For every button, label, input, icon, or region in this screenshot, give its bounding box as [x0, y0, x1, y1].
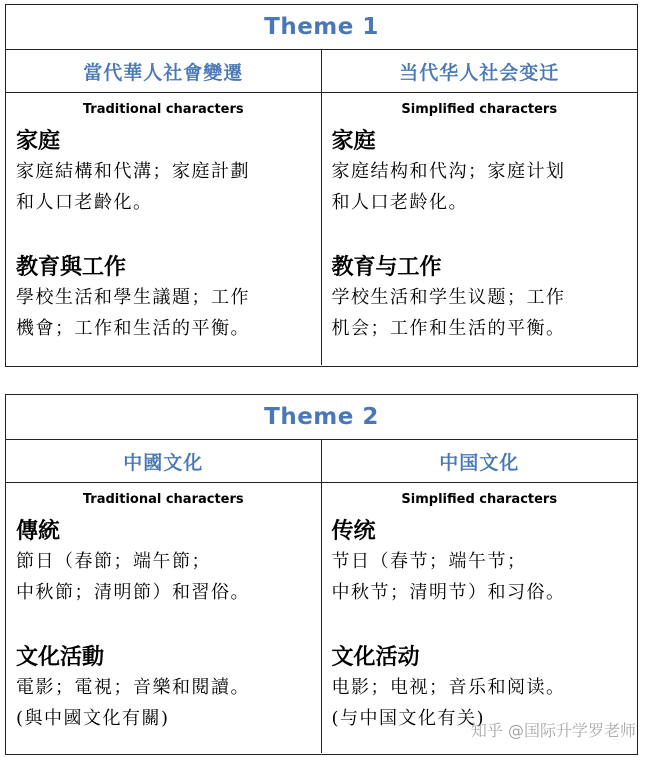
- column-heading: 當代華人社會變遷: [6, 50, 321, 93]
- section-title: 教育与工作: [331, 254, 442, 280]
- section-text: 学校生活和学生议题；工作 机会；工作和生活的平衡。: [331, 287, 566, 339]
- section-text: 電影；電視；音樂和閱讀。 (與中國文化有關): [16, 677, 250, 729]
- section-title: 文化活動: [16, 644, 105, 670]
- section-text: 电影；电视；音乐和阅读。 (与中国文化有关): [331, 677, 566, 729]
- section-text: 节日（春节；端午节； 中秋节；清明节）和习俗。: [331, 551, 566, 603]
- traditional-column: [6, 50, 322, 365]
- section-title: 传统: [331, 518, 376, 544]
- simplified-column: [322, 440, 638, 753]
- column-heading: 当代华人社会变迁: [322, 50, 638, 93]
- section-title: 教育與工作: [16, 254, 127, 280]
- column-heading: 中國文化: [6, 440, 321, 483]
- section-title: 傳統: [16, 518, 61, 544]
- theme-columns: [6, 440, 637, 753]
- charset-label: Simplified characters: [401, 102, 558, 117]
- theme-columns: [6, 50, 637, 365]
- section-title: 家庭: [16, 128, 61, 154]
- theme-1-table: [5, 4, 638, 367]
- column-body: [322, 102, 638, 344]
- traditional-column: [6, 440, 322, 753]
- column-body: [322, 492, 638, 734]
- charset-label: Simplified characters: [401, 492, 558, 507]
- column-body: [6, 102, 321, 344]
- section-text: 學校生活和學生議題；工作 機會；工作和生活的平衡。: [16, 287, 250, 339]
- theme-title: Theme 2: [6, 395, 637, 440]
- section-title: 家庭: [331, 128, 376, 154]
- charset-label: Traditional characters: [82, 102, 244, 117]
- column-heading: 中国文化: [322, 440, 638, 483]
- section-text: 節日（春節；端午節； 中秋節；清明節）和習俗。: [16, 551, 250, 603]
- simplified-column: [322, 50, 638, 365]
- section-title: 文化活动: [331, 644, 420, 670]
- watermark: 知乎 @国际升学罗老师: [470, 721, 636, 740]
- theme-2-table: [5, 394, 638, 755]
- column-body: [6, 492, 321, 734]
- theme-title: Theme 1: [6, 5, 637, 50]
- section-text: 家庭结构和代沟；家庭计划 和人口老龄化。: [331, 161, 566, 213]
- section-text: 家庭結構和代溝；家庭計劃 和人口老齡化。: [16, 161, 250, 213]
- charset-label: Traditional characters: [82, 492, 244, 507]
